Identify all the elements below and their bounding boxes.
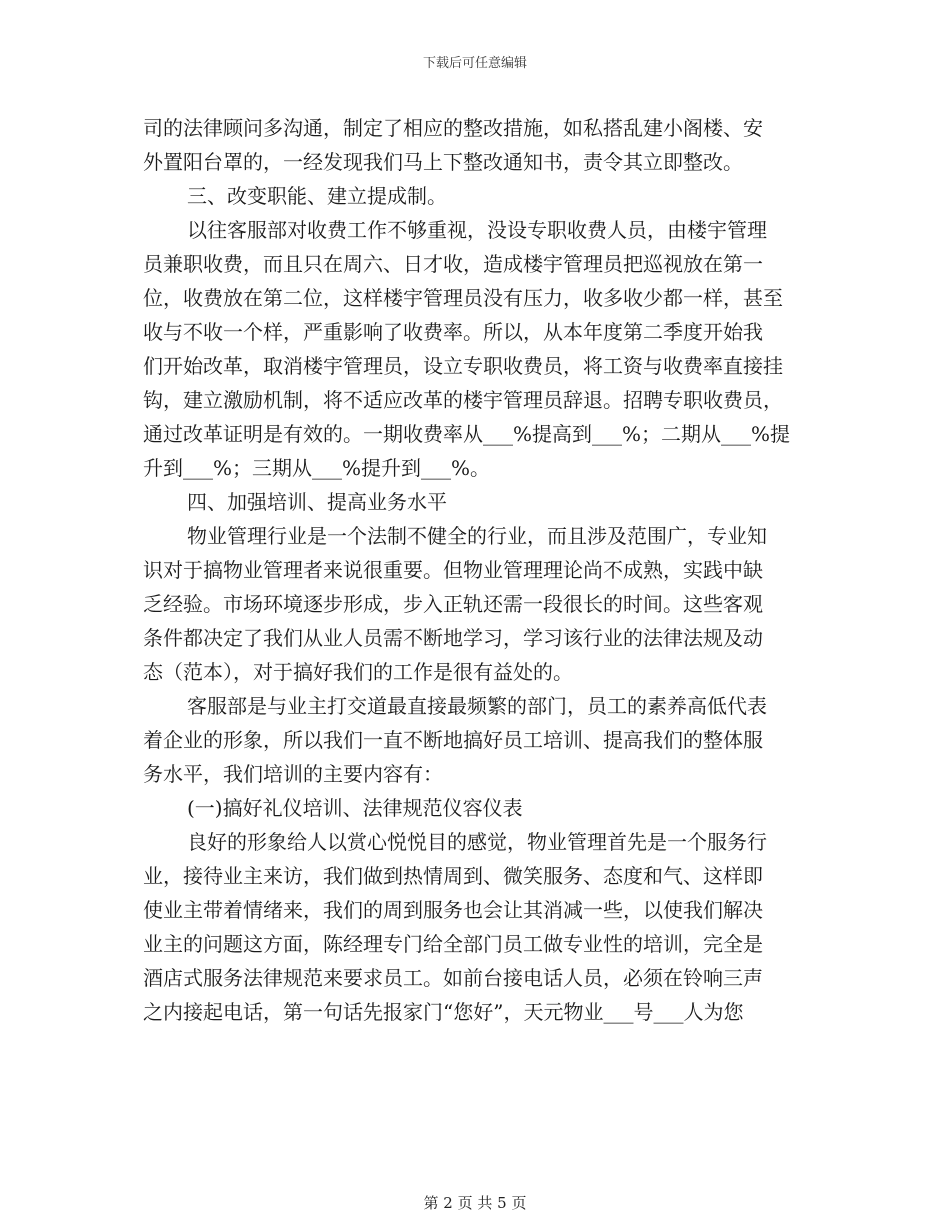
text-line: 外置阳台罩的，一经发现我们马上下整改通知书，责令其立即整改。 bbox=[143, 150, 743, 174]
text-line: 着企业的形象，所以我们一直不断地搞好员工培训、提高我们的整体服 bbox=[143, 728, 763, 752]
page-header-note: 下载后可任意编辑 bbox=[422, 56, 527, 71]
text-line: 三、改变职能、建立提成制。 bbox=[187, 184, 447, 208]
text-line: 客服部是与业主打交道最直接最频繁的部门，员工的素养高低代表 bbox=[187, 694, 767, 718]
text-line: 业，接待业主来访，我们做到热情周到、微笑服务、态度和气、这样即 bbox=[143, 864, 763, 888]
text-line: 使业主带着情绪来，我们的周到服务也会让其消减一些，以使我们解决 bbox=[143, 898, 763, 922]
text-line: 升到___%；三期从___%提升到___%。 bbox=[143, 456, 491, 480]
text-line: 四、加强培训、提高业务水平 bbox=[187, 490, 447, 514]
text-line: 态（范本），对于搞好我们的工作是很有益处的。 bbox=[143, 660, 573, 684]
text-line: 识对于搞物业管理者来说很重要。但物业管理理论尚不成熟，实践中缺 bbox=[143, 558, 763, 582]
text-line: 收与不收一个样，严重影响了收费率。所以，从本年度第二季度开始我 bbox=[143, 320, 763, 344]
text-line: 们开始改革，取消楼宇管理员，设立专职收费员，将工资与收费率直接挂 bbox=[143, 354, 783, 378]
text-line: 务水平，我们培训的主要内容有： bbox=[143, 762, 443, 786]
text-line: 员兼职收费，而且只在周六、日才收，造成楼宇管理员把巡视放在第一 bbox=[143, 252, 763, 276]
text-line: 条件都决定了我们从业人员需不断地学习，学习该行业的法律法规及动 bbox=[143, 626, 763, 650]
text-line: 物业管理行业是一个法制不健全的行业，而且涉及范围广，专业知 bbox=[187, 524, 767, 548]
document-body bbox=[143, 111, 803, 1029]
text-line: 通过改革证明是有效的。一期收费率从___%提高到___%；二期从___%提 bbox=[143, 422, 791, 446]
text-line: 乏经验。市场环境逐步形成，步入正轨还需一段很长的时间。这些客观 bbox=[143, 592, 763, 616]
text-line: 良好的形象给人以赏心悦悦目的感觉，物业管理首先是一个服务行 bbox=[187, 830, 767, 854]
text-line: 以往客服部对收费工作不够重视，没设专职收费人员，由楼宇管理 bbox=[187, 218, 767, 242]
text-line: 之内接起电话，第一句话先报家门“您好”，天元物业___号___人为您 bbox=[143, 1000, 744, 1024]
text-line: (一)搞好礼仪培训、法律规范仪容仪表 bbox=[187, 796, 523, 820]
text-line: 司的法律顾问多沟通，制定了相应的整改措施，如私搭乱建小阁楼、安 bbox=[143, 116, 763, 140]
text-line: 业主的问题这方面，陈经理专门给全部门员工做专业性的培训，完全是 bbox=[143, 932, 763, 956]
page-number: 第 2 页 共 5 页 bbox=[423, 1194, 527, 1212]
text-line: 位，收费放在第二位，这样楼宇管理员没有压力，收多收少都一样，甚至 bbox=[143, 286, 783, 310]
text-line: 钩，建立激励机制，将不适应改革的楼宇管理员辞退。招聘专职收费员， bbox=[143, 388, 783, 412]
text-line: 酒店式服务法律规范来要求员工。如前台接电话人员，必须在铃响三声 bbox=[143, 966, 763, 990]
